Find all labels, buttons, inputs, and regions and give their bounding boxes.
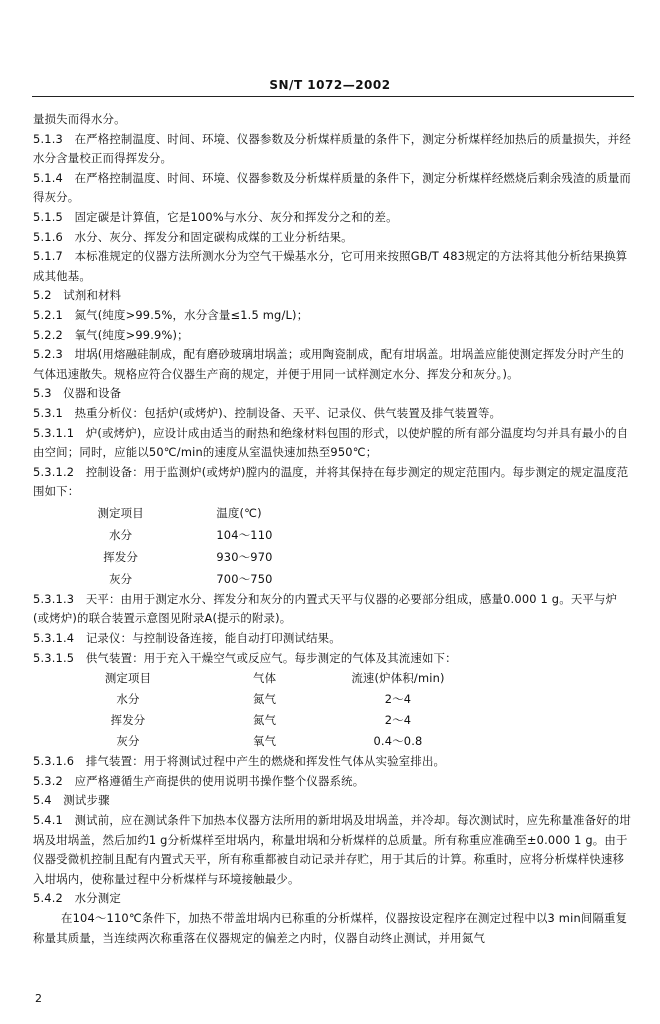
paragraph: 5.1.3 在严格控制温度、时间、环境、仪器参数及分析煤样质量的条件下，测定分析煤样经加热后的质量损失，并经水分含量校正而得挥发分。 bbox=[33, 131, 631, 166]
paragraph: 5.3.1 热重分析仪：包括炉(或烤炉)、控制设备、天平、记录仪、供气装置及排气装置等。 bbox=[33, 405, 502, 420]
table-cell: 930～970 bbox=[216, 549, 273, 564]
table-cell: 水分 bbox=[109, 527, 133, 542]
paragraph: 5.2.2 氧气(纯度>99.9%)； bbox=[33, 327, 189, 342]
table-cell: 氮气 bbox=[253, 713, 277, 728]
section-heading: 5.4.2 水分测定 bbox=[33, 891, 121, 906]
table-row bbox=[33, 568, 343, 590]
table-header-cell: 气体 bbox=[253, 671, 277, 686]
table-header-cell: 温度(℃) bbox=[216, 505, 262, 520]
table-cell: 2～4 bbox=[384, 713, 412, 728]
table-row bbox=[33, 524, 343, 546]
paragraph: 5.3.1.6 排气装置：用于将测试过程中产生的燃烧和挥发性气体从实验室排出。 bbox=[33, 754, 446, 769]
section-heading: 5.3 仪器和设备 bbox=[33, 386, 122, 401]
paragraph: 5.1.7 本标准规定的仪器方法所测水分为空气干燥基水分，它可用来按照GB/T 483规定的方法将其他分析结果换算成其他基。 bbox=[33, 249, 628, 283]
table-row bbox=[33, 546, 343, 568]
paragraph: 在104～110℃条件下，加热不带盖坩埚内已称重的分析煤样，仪器按设定程序在测定过程中以3 min间隔重复称量其质量，当连续两次称重落在仪器规定的偏差之内时，仪器自动终止测试，并用氮气 bbox=[33, 911, 628, 945]
paragraph: 5.3.1.3 天平：由用于测定水分、挥发分和灰分的内置式天平与仪器的必要部分组成，感量0.000 1 g。天平与炉(或烤炉)的联合装置示意图见附录A(提示的附录)。 bbox=[33, 591, 618, 626]
table-cell: 灰分 bbox=[109, 571, 133, 586]
table-cell: 水分 bbox=[116, 692, 140, 707]
paragraph: 5.4.1 测试前，应在测试条件下加热本仪器方法所用的新坩埚及坩埚盖，并冷却。每次测试时，应先称量准备好的坩埚及坩埚盖，然后加约1 g分析煤样至坩埚内，称量坩埚和分析煤样的总质量。所有称重应准确至±0.000 1 g。由于仪器受微机控制且配有内置式天平，所有称重都被自动记录并存贮，用于其后的计算。称重时，应将分析煤样快速移入坩埚内，使称量过程中分析煤样与环境接触最少。 bbox=[33, 813, 631, 886]
table-header-row bbox=[33, 668, 463, 689]
section-heading: 5.2 试剂和材料 bbox=[33, 288, 122, 303]
table-header-cell: 测定项目 bbox=[97, 505, 144, 520]
table-header-cell: 测定项目 bbox=[104, 671, 152, 686]
document-body bbox=[33, 110, 633, 948]
paragraph: 5.2.3 坩埚(用熔融硅制成，配有磨砂玻璃坩埚盖；或用陶瓷制成，配有坩埚盖。坩埚盖应能使测定挥发分时产生的气体迅速散失。规格应符合仪器生产商的规定，并便于用同一试样测定水分、挥发分和灰分。)。 bbox=[33, 347, 624, 381]
paragraph: 5.3.1.4 记录仪：与控制设备连接，能自动打印测试结果。 bbox=[33, 631, 341, 646]
table-cell: 2～4 bbox=[384, 692, 412, 707]
page-header: SN/T 1072—2002 bbox=[269, 78, 391, 92]
section-heading: 5.4 测试步骤 bbox=[33, 793, 110, 808]
temperature-table bbox=[33, 502, 343, 590]
table-header-row bbox=[33, 502, 343, 524]
paragraph: 5.1.4 在严格控制温度、时间、环境、仪器参数及分析煤样质量的条件下，测定分析煤样经燃烧后剩余残渣的质量而得灰分。 bbox=[33, 170, 631, 205]
table-cell: 0.4～0.8 bbox=[373, 734, 423, 749]
table-cell: 氧气 bbox=[253, 734, 277, 749]
table-row bbox=[33, 731, 463, 752]
paragraph: 5.3.1.1 炉(或烤炉)，应设计成由适当的耐热和绝缘材料包围的形式，以使炉膛的所有部分温度均匀并具有最小的自由空间；同时，应能以50℃/min的速度从室温快速加热至950℃； bbox=[33, 425, 629, 460]
table-cell: 104～110 bbox=[216, 527, 273, 542]
gas-flow-table bbox=[33, 668, 463, 752]
table-cell: 灰分 bbox=[116, 734, 140, 749]
paragraph: 5.1.5 固定碳是计算值，它是100%与水分、灰分和挥发分之和的差。 bbox=[33, 209, 398, 224]
paragraph: 5.2.1 氮气(纯度>99.5%，水分含量≤1.5 mg/L)； bbox=[33, 307, 309, 322]
table-cell: 700～750 bbox=[216, 571, 273, 586]
paragraph: 5.1.6 水分、灰分、挥发分和固定碳构成煤的工业分析结果。 bbox=[33, 229, 353, 244]
table-row bbox=[33, 689, 463, 710]
table-header-cell: 流速(炉体积/min) bbox=[351, 671, 445, 686]
paragraph: 5.3.1.2 控制设备：用于监测炉(或烤炉)膛内的温度，并将其保持在每步测定的规定范围内。每步测定的规定温度范围如下： bbox=[33, 464, 629, 499]
paragraph: 量损失而得水分。 bbox=[33, 112, 126, 126]
page-number: 2 bbox=[35, 992, 42, 1005]
header-rule bbox=[32, 96, 634, 97]
table-cell: 挥发分 bbox=[103, 549, 139, 564]
paragraph: 5.3.1.5 供气装置：用于充入干燥空气或反应气。每步测定的气体及其流速如下： bbox=[33, 650, 457, 665]
table-row bbox=[33, 710, 463, 731]
paragraph: 5.3.2 应严格遵循生产商提供的使用说明书操作整个仪器系统。 bbox=[33, 773, 365, 788]
table-cell: 氮气 bbox=[253, 692, 277, 707]
table-cell: 挥发分 bbox=[110, 713, 146, 728]
